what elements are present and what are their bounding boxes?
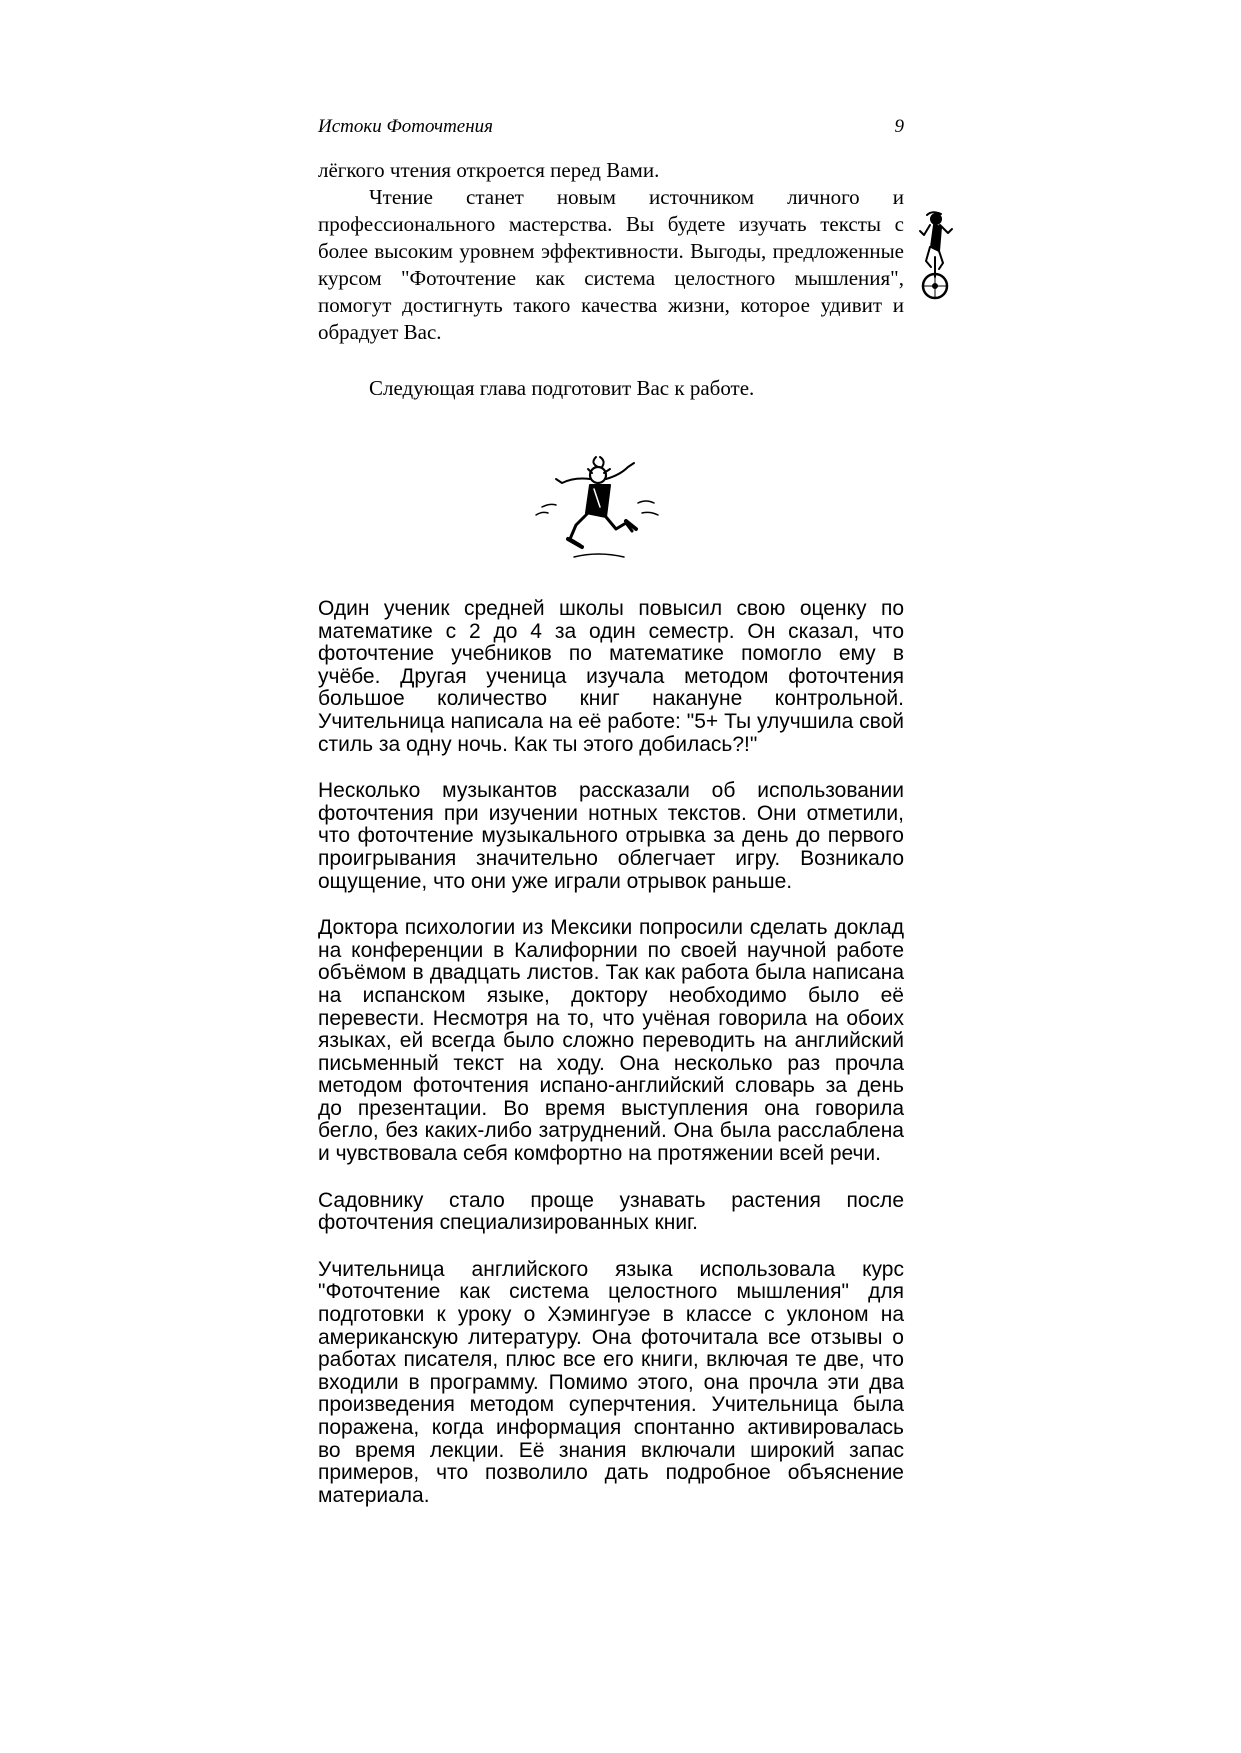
intro-paragraph: Чтение станет новым источником личного и профессионального мастерства. Вы будете изучать тексты с более высоким уровнем эффективности. Выгоды, предложенные курсом "Фоточтение как система целостного мышления", помогут достигнуть такого качества жизни, которое удивит и обрадует Вас. [318,185,904,344]
testimonial-paragraph: Садовнику стало проще узнавать растения после фоточтения специализированных книг. [318,1188,904,1235]
testimonial-paragraph: Учительница английского языка использовала курс "Фоточтение как система целостного мышления" для подготовки к уроку о Хэмингуэе в классе с уклоном на американскую литературу. Она фоточитала все отзывы о работах писателя, плюс все его книги, включая те две, что входили в программу. Помимо этого, она прочла эти два произведения методом суперчтения. Учительница была поражена, когда информация спонтанно активировалась во время лекции. Её знания включали широкий запас примеров, что позволило дать подробное объяснение материала. [318,1257,904,1507]
continuation-text [318,157,904,184]
running-header [318,116,904,142]
next-chapter-line: Следующая глава подготовит Вас к работе. [369,376,755,400]
unicycle-rider-illustration [912,211,958,301]
jumping-man-illustration [534,455,660,563]
testimonial-paragraph: Несколько музыкантов рассказали об использовании фоточтения при изучении нотных текстов. Они отметили, что фоточтение музыкального отрывка за день до первого проигрывания значительно облегчает игру. Возникало ощущение, что они уже играли отрывок раньше. [318,779,904,893]
testimonial-paragraph: Один ученик средней школы повысил свою оценку по математике с 2 до 4 за один семестр. Он сказал, что фоточтение учебников по математике помогло ему в учёбе. Другая ученица изучала методом фоточтения большое количество книг накануне контрольной. Учительница написала на её работе: "5+ Ты улучшила свой стиль за одну ночь. Как ты этого добилась?!" [318,597,904,756]
page-number: 9 [894,116,904,137]
next-chapter-block [318,375,904,402]
continuation-line: лёгкого чтения откроется перед Вами. [318,158,660,182]
intro-paragraph-block [318,184,904,346]
running-header-title: Истоки Фоточтения [318,116,493,137]
testimonials-section [318,598,904,1531]
testimonial-paragraph: Доктора психологии из Мексики попросили сделать доклад на конференции в Калифорнии по своей научной работе объёмом в двадцать листов. Так как работа была написана на испанском языке, доктору необходимо было её перевести. Несмотря на то, что учёная говорила на обоих языках, ей всегда было сложно переводить на английский письменный текст на ходу. Она несколько раз прочла методом фоточтения испано-английский словарь за день до презентации. Во время выступления она говорила бегло, без каких-либо затруднений. Она была расслаблена и чувствовала себя комфортно на протяжении всей речи. [318,916,904,1166]
